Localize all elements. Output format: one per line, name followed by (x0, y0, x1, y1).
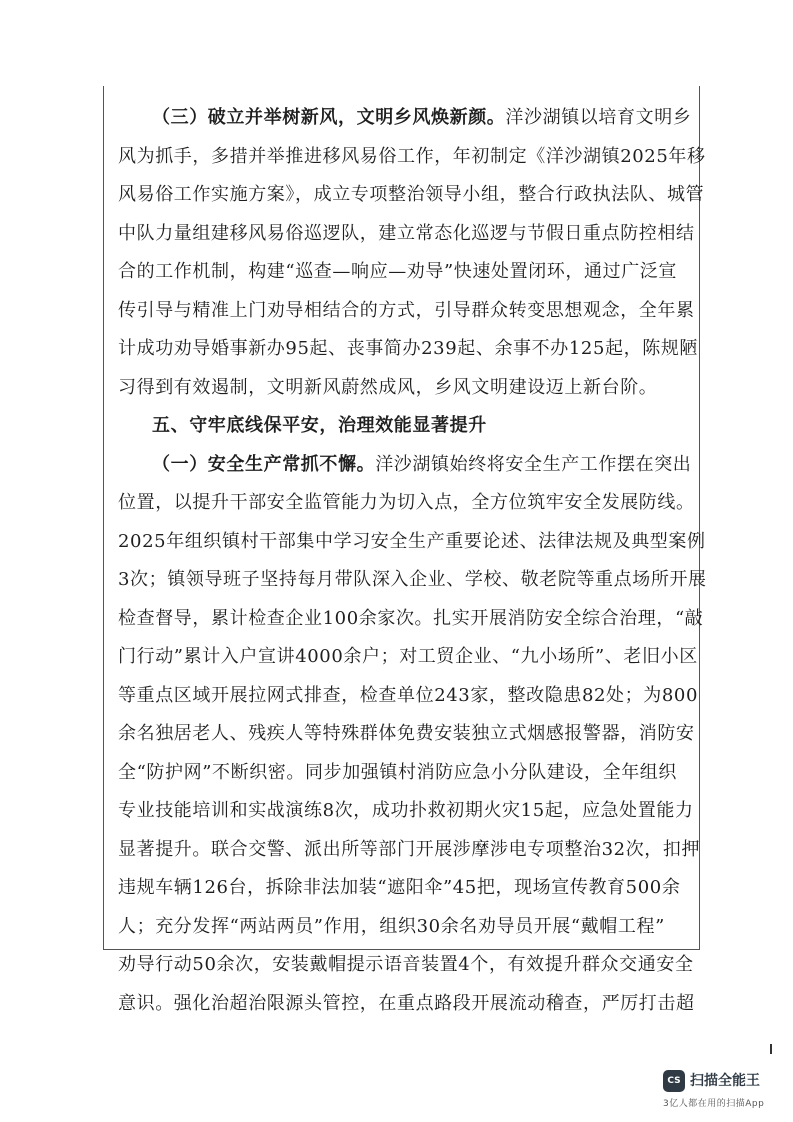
paragraph-1-line: 计成功劝导婚事新办95起、丧事简办239起、余事不办125起，陈规陋 (118, 338, 699, 359)
document-body (118, 99, 707, 1023)
paragraph-2-line: 检查督导，累计检查企业100余家次。扎实开展消防安全综合治理，“敲 (118, 607, 704, 629)
paragraph-1-line: 中队力量组建移风易俗巡逻队，建立常态化巡逻与节假日重点防控相结 (118, 222, 695, 244)
paragraph-2-line: 位置，以提升干部安全监管能力为切入点，全方位筑牢安全发展防线。 (118, 492, 695, 513)
paragraph-1-line: 传引导与精准上门劝导相结合的方式，引导群众转变思想观念，全年累 (118, 299, 695, 321)
paragraph-2-line: 劝导行动50余次，安装戴帽提示语音装置4个，有效提升群众交通安全 (118, 954, 694, 975)
paragraph-2-line: 专业技能培训和实战演练8次，成功扑救初期火灾15起，应急处置能力 (118, 800, 694, 821)
paragraph-1-line: 风易俗工作实施方案》，成立专项整治领导小组，整合行政执法队、城管 (118, 184, 705, 205)
paragraph-2-first-line: 洋沙湖镇始终将安全生产工作摆在突出 (375, 453, 692, 475)
page-mark (770, 1044, 772, 1054)
paragraph-2-line: 等重点区域开展拉网式排查，检查单位243家，整改隐患82处；为800 (118, 684, 699, 706)
watermark-tagline: 3亿人都在用的扫描App (663, 1099, 765, 1109)
paragraph-1-line: 习得到有效遏制，文明新风蔚然成风，乡风文明建设迈上新台阶。 (118, 376, 658, 398)
paragraph-2-line: 显著提升。联合交警、派出所等部门开展涉摩涉电专项整治32次，扣押 (118, 838, 701, 860)
scanner-watermark (663, 1070, 779, 1108)
camscanner-logo-icon: CS (663, 1070, 685, 1092)
paragraph-1-first-line: 洋沙湖镇以培育文明乡 (505, 107, 692, 128)
watermark-app-name: 扫描全能王 (690, 1073, 760, 1089)
paragraph-2-line-1 (118, 446, 690, 485)
paragraph-1-line-1 (118, 99, 690, 138)
paragraph-1-lead: （三）破立并举树新风，文明乡风焕新颜。 (152, 107, 506, 128)
paragraph-2-line: 全“防护网”不断织密。同步加强镇村消防应急小分队建设，全年组织 (118, 761, 678, 783)
section-heading: 五、守牢底线保平安，治理效能显著提升 (152, 415, 487, 436)
paragraph-2-line: 余名独居老人、残疾人等特殊群体免费安装独立式烟感报警器，消防安 (118, 723, 695, 744)
paragraph-2-line: 违规车辆126台，拆除非法加装“遮阳伞”45把，现场宣传教育500余 (118, 877, 681, 898)
paragraph-2-line: 意识。强化治超治限源头管控，在重点路段开展流动稽查，严厉打击超 (118, 992, 695, 1014)
paragraph-2-line: 2025年组织镇村干部集中学习安全生产重要论述、法律法规及典型案例 (118, 530, 706, 552)
paragraph-2-lead: （一）安全生产常抓不懈。 (152, 453, 376, 475)
paragraph-1-line: 风为抓手，多措并举推进移风易俗工作，年初制定《洋沙湖镇2025年移 (118, 145, 706, 167)
paragraph-1-line: 合的工作机制，构建“巡查—响应—劝导”快速处置闭环，通过广泛宣 (118, 261, 678, 282)
paragraph-2-line: 人；充分发挥“两站两员”作用，组织30余名劝导员开展“戴帽工程” (118, 915, 665, 937)
paragraph-2-line: 3次；镇领导班子坚持每月带队深入企业、学校、敬老院等重点场所开展 (118, 569, 707, 590)
paragraph-2-line: 门行动”累计入户宣讲4000余户；对工贸企业、“九小场所”、老旧小区 (118, 646, 698, 667)
